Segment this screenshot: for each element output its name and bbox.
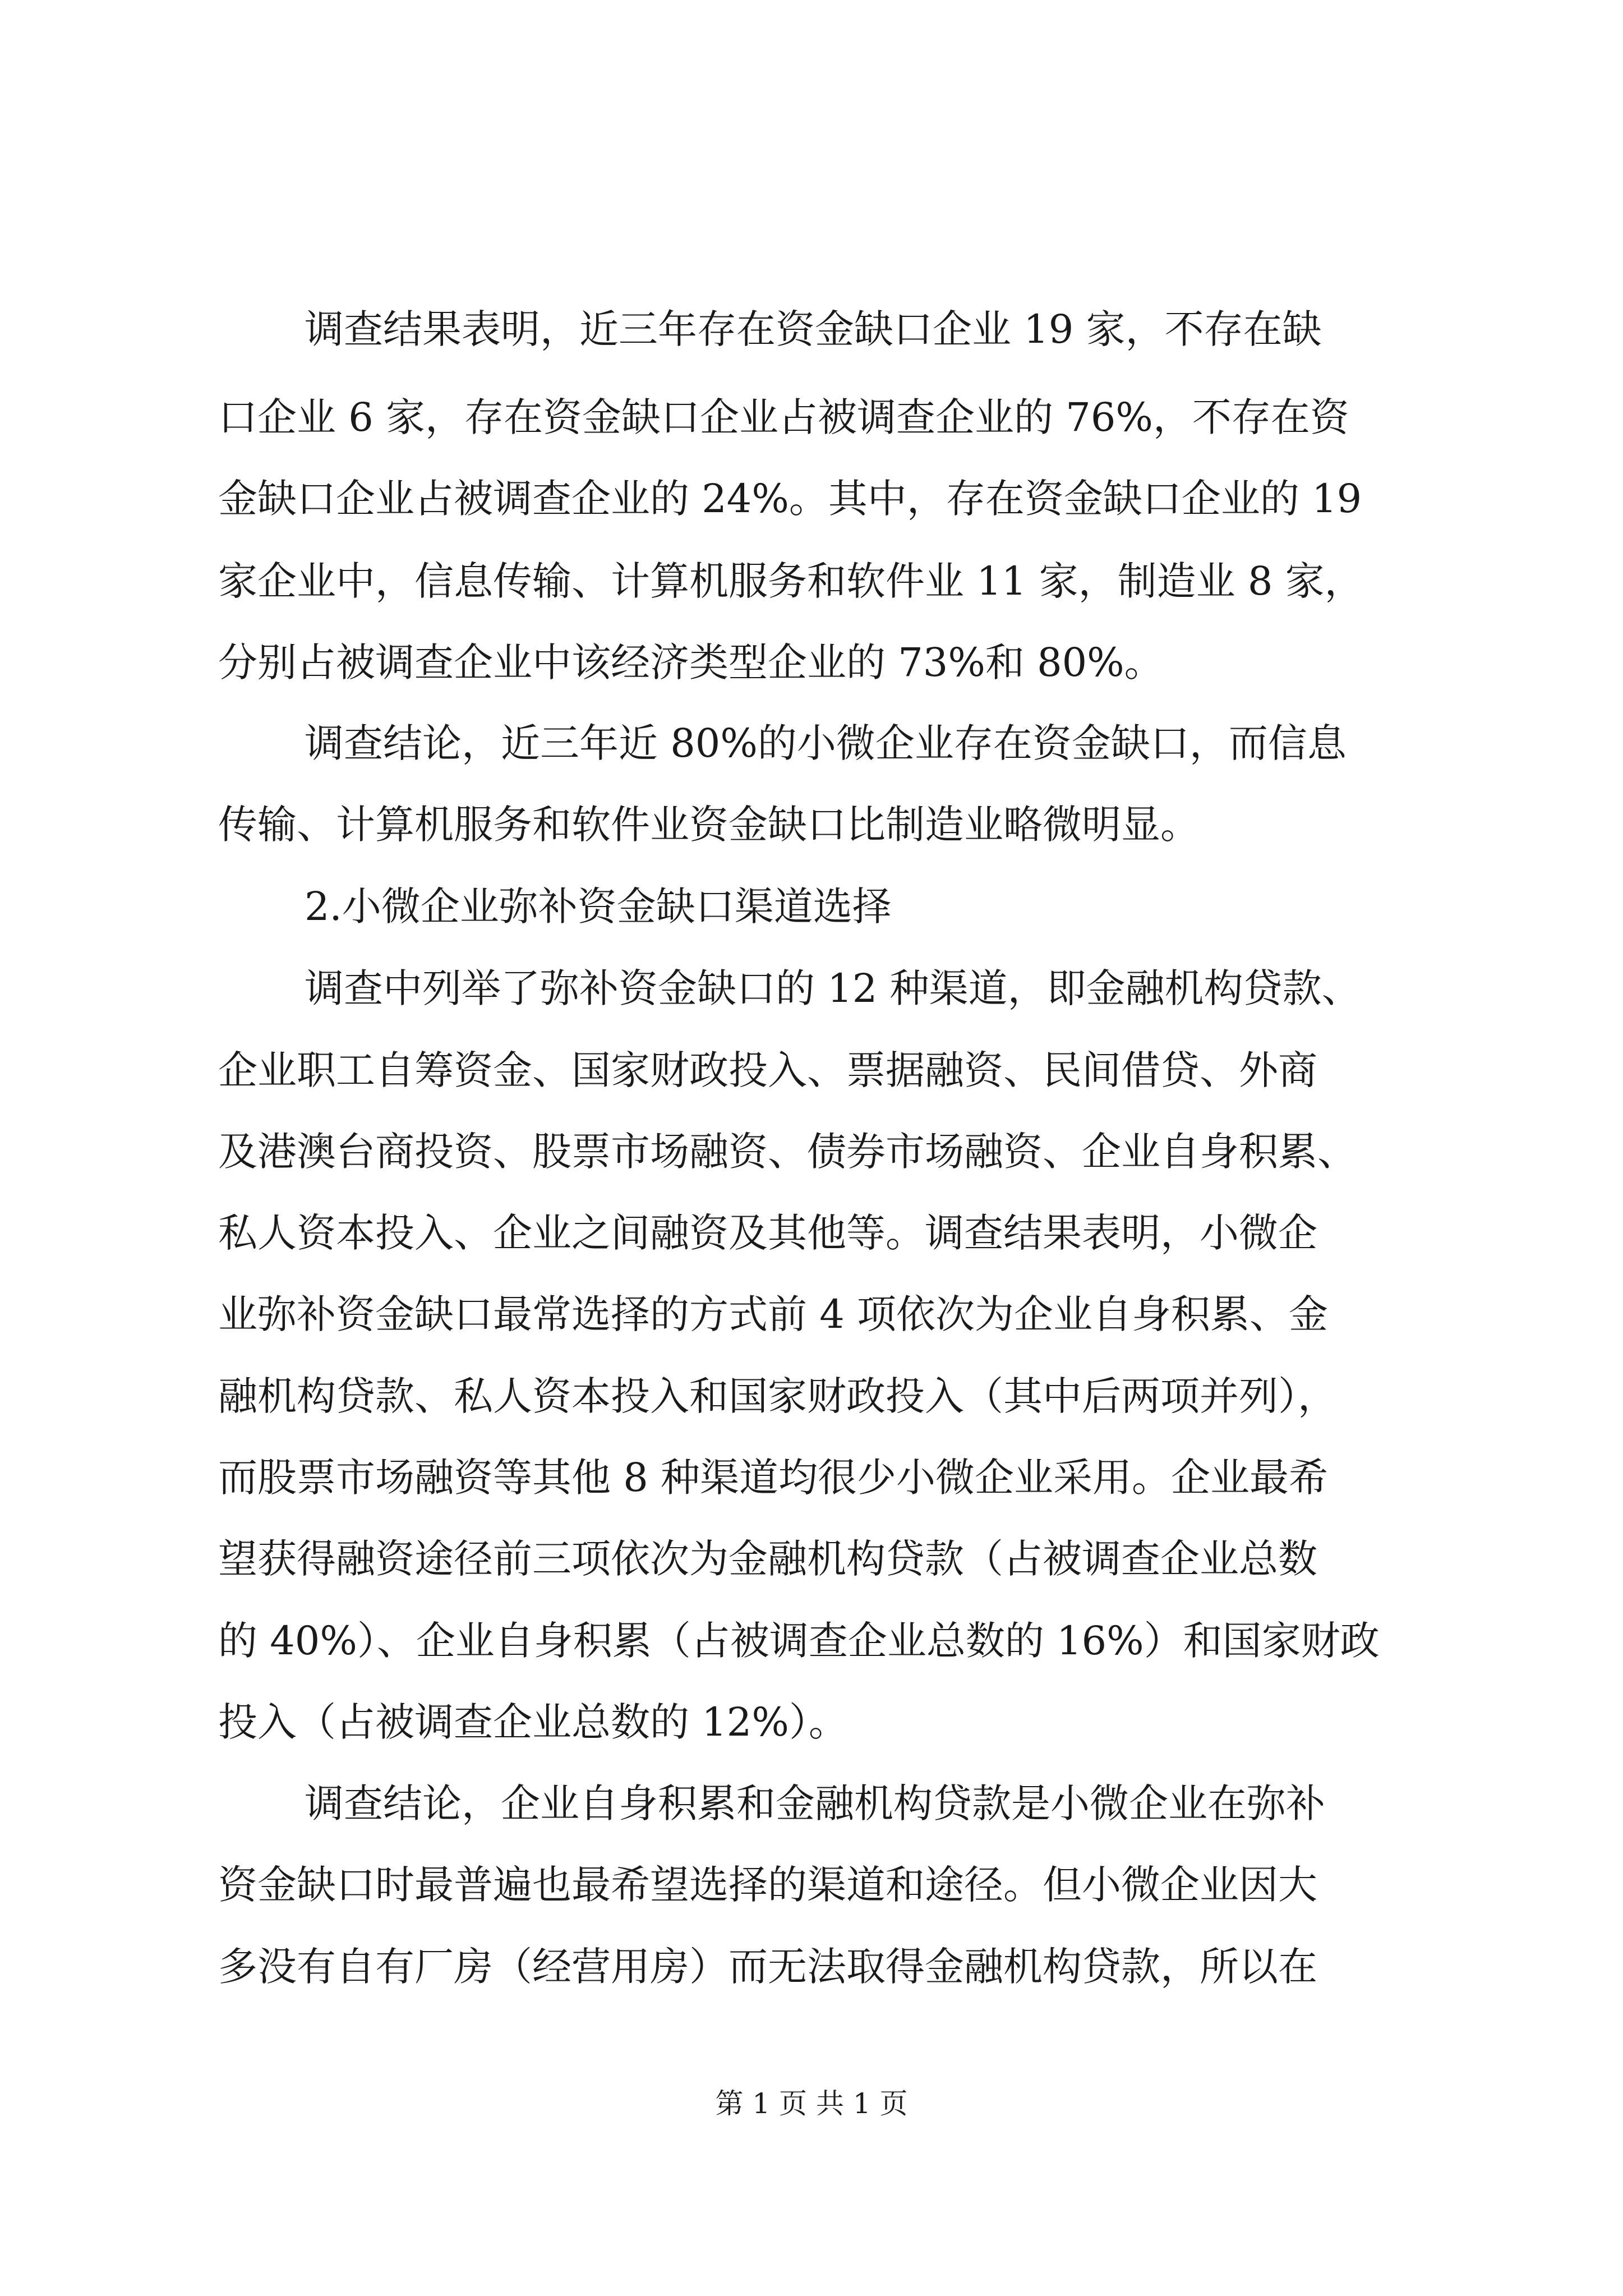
section-heading: 2.小微企业弥补资金缺口渠道选择 (305, 884, 892, 930)
text-line: 家企业中，信息传输、计算机服务和软件业 11 家，制造业 8 家， (218, 558, 1364, 604)
text-line: 口企业 6 家，存在资金缺口企业占被调查企业的 76%，不存在资 (218, 394, 1349, 440)
text-line: 的 40%）、企业自身积累（占被调查企业总数的 16%）和国家财政 (218, 1618, 1380, 1664)
text-line: 多没有自有厂房（经营用房）而无法取得金融机构贷款，所以在 (218, 1944, 1317, 1990)
text-line: 望获得融资途径前三项依次为金融机构贷款（占被调查企业总数 (218, 1536, 1317, 1582)
text-line: 融机构贷款、私人资本投入和国家财政投入（其中后两项并列）， (218, 1373, 1337, 1419)
text-line: 调查结论，近三年近 80%的小微企业存在资金缺口，而信息 (305, 720, 1347, 766)
text-line: 调查结论，企业自身积累和金融机构贷款是小微企业在弥补 (305, 1780, 1325, 1826)
text-line: 企业职工自筹资金、国家财政投入、票据融资、民间借贷、外商 (218, 1047, 1317, 1093)
text-line: 私人资本投入、企业之间融资及其他等。调查结果表明，小微企 (218, 1210, 1317, 1256)
text-line: 资金缺口时最普遍也最希望选择的渠道和途径。但小微企业因大 (218, 1862, 1317, 1908)
text-line: 调查中列举了弥补资金缺口的 12 种渠道，即金融机构贷款、 (305, 965, 1361, 1011)
text-line: 而股票市场融资等其他 8 种渠道均很少小微企业采用。企业最希 (218, 1455, 1329, 1501)
page-footer: 第 1 页 共 1 页 (715, 2087, 908, 2120)
text-line: 分别占被调查企业中该经济类型企业的 73%和 80%。 (218, 639, 1164, 685)
text-line: 投入（占被调查企业总数的 12%）。 (218, 1699, 848, 1745)
text-line: 调查结果表明，近三年存在资金缺口企业 19 家，不存在缺 (305, 306, 1322, 352)
text-line: 及港澳台商投资、股票市场融资、债券市场融资、企业自身积累、 (218, 1129, 1357, 1175)
text-line: 业弥补资金缺口最常选择的方式前 4 项依次为企业自身积累、金 (218, 1291, 1329, 1337)
text-line: 金缺口企业占被调查企业的 24%。其中，存在资金缺口企业的 19 (218, 476, 1362, 522)
text-line: 传输、计算机服务和软件业资金缺口比制造业略微明显。 (218, 802, 1200, 848)
